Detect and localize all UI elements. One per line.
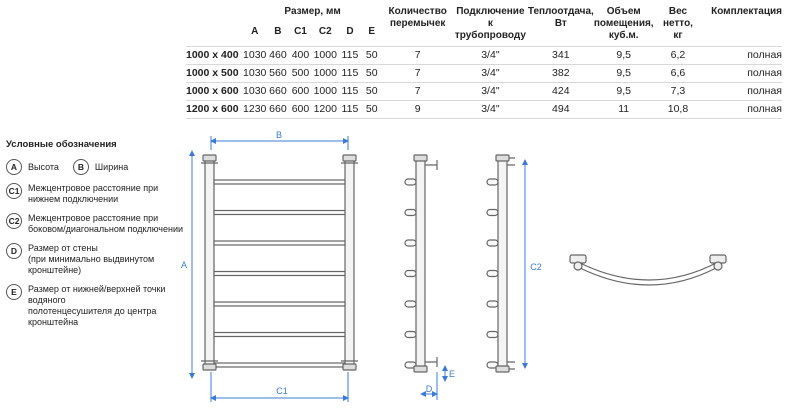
cell-completeness: полная xyxy=(702,64,782,82)
crossbar-end xyxy=(405,210,416,216)
legend-code-c2: C2 xyxy=(6,213,22,229)
cell-model: 1200 x 600 xyxy=(186,100,243,118)
cell-c1: 600 xyxy=(289,100,312,118)
legend-code-b: B xyxy=(73,159,89,175)
cell-connection: 3/4" xyxy=(453,64,528,82)
crossbar xyxy=(214,211,345,215)
cell-c1: 500 xyxy=(289,64,312,82)
legend-text-e: Размер от нижней/верхней точки водяного полотенцесушителя до центра кронштейна xyxy=(28,284,166,327)
cell-crossbars: 9 xyxy=(382,100,453,118)
cell-e: 50 xyxy=(361,82,382,100)
crossbar-end xyxy=(405,240,416,246)
crossbar xyxy=(214,363,345,367)
completeness-header: Комплектация xyxy=(711,6,782,17)
legend-text-b: Ширина xyxy=(94,161,129,172)
legend-text-d: Размер от стены (при минимально выдвинутом кронштейне) xyxy=(28,243,155,275)
crossbar-end xyxy=(487,301,498,307)
col-e-header: E xyxy=(368,25,376,37)
label-c2: C2 xyxy=(530,262,542,272)
label-b: B xyxy=(275,130,283,140)
cell-weight: 6,6 xyxy=(654,64,703,82)
cell-volume: 9,5 xyxy=(594,82,654,100)
label-d: D xyxy=(425,384,433,394)
cell-connection: 3/4" xyxy=(453,82,528,100)
cell-completeness: полная xyxy=(702,82,782,100)
cell-c2: 1200 xyxy=(312,100,339,118)
col-a-header: A xyxy=(251,25,259,37)
crossbar-end xyxy=(405,332,416,338)
cell-e: 50 xyxy=(361,64,382,82)
cell-crossbars: 7 xyxy=(382,82,453,100)
cell-a: 1030 xyxy=(243,64,267,82)
col-d-header: D xyxy=(346,25,354,37)
connection-header: Подключение к трубопроводу xyxy=(454,6,526,41)
crossbar xyxy=(214,272,345,276)
crossbar xyxy=(214,333,345,337)
weight-header: Вес нетто, кг xyxy=(662,6,693,41)
legend-code-c1: C1 xyxy=(6,183,22,199)
cell-b: 660 xyxy=(267,100,290,118)
cell-e: 50 xyxy=(361,100,382,118)
legend-text-c1: Межцентровое расстояние при нижнем подключении xyxy=(28,183,159,204)
crossbar-end xyxy=(487,332,498,338)
crossbars-header: Количество перемычек xyxy=(388,6,447,29)
front-dimensions xyxy=(192,136,348,402)
cell-e: 50 xyxy=(361,46,382,64)
side-view-bottom xyxy=(405,155,437,372)
side-view-lateral xyxy=(487,155,515,372)
crossbar-end xyxy=(487,210,498,216)
cell-c2: 1000 xyxy=(312,46,339,64)
legend-code-e: E xyxy=(6,284,22,300)
cell-heat: 424 xyxy=(528,82,594,100)
cell-heat: 382 xyxy=(528,64,594,82)
crossbar-end xyxy=(487,271,498,277)
cell-c2: 1000 xyxy=(312,64,339,82)
cell-d: 115 xyxy=(339,82,361,100)
legend-title: Условные обозначения xyxy=(6,139,117,150)
cell-model: 1000 x 500 xyxy=(186,64,243,82)
cell-volume: 11 xyxy=(594,100,654,118)
cell-b: 560 xyxy=(267,64,290,82)
cell-c2: 1000 xyxy=(312,82,339,100)
cell-b: 460 xyxy=(267,46,290,64)
label-a: A xyxy=(180,260,188,270)
crossbar-end xyxy=(405,271,416,277)
cell-model: 1000 x 400 xyxy=(186,46,243,64)
cell-volume: 9,5 xyxy=(594,46,654,64)
top-view xyxy=(570,255,726,285)
cell-model: 1000 x 600 xyxy=(186,82,243,100)
cell-volume: 9,5 xyxy=(594,64,654,82)
crossbar xyxy=(214,180,345,184)
cell-crossbars: 7 xyxy=(382,46,453,64)
crossbar-end xyxy=(405,179,416,185)
cell-crossbars: 7 xyxy=(382,64,453,82)
crossbar-end xyxy=(487,179,498,185)
heat-header: Теплоотдача, Вт xyxy=(527,6,594,29)
cell-d: 115 xyxy=(339,100,361,118)
cell-completeness: полная xyxy=(702,100,782,118)
crossbar-end xyxy=(487,240,498,246)
crossbar-end xyxy=(405,301,416,307)
cell-heat: 341 xyxy=(528,46,594,64)
cell-weight: 7,3 xyxy=(654,82,703,100)
cell-weight: 6,2 xyxy=(654,46,703,64)
legend-code-d: D xyxy=(6,243,22,259)
cell-heat: 494 xyxy=(528,100,594,118)
cell-c1: 600 xyxy=(289,82,312,100)
legend-code-a: A xyxy=(6,159,22,175)
legend-text-a: Высота xyxy=(28,161,59,172)
cell-d: 115 xyxy=(339,64,361,82)
cell-a: 1230 xyxy=(243,100,267,118)
crossbar xyxy=(214,302,345,306)
front-view xyxy=(201,155,358,370)
cell-d: 115 xyxy=(339,46,361,64)
crossbar xyxy=(214,241,345,245)
cell-c1: 400 xyxy=(289,46,312,64)
label-e: E xyxy=(448,369,456,379)
col-b-header: B xyxy=(274,25,282,37)
label-c1: C1 xyxy=(276,386,288,396)
cell-b: 660 xyxy=(267,82,290,100)
col-c1-header: C1 xyxy=(294,25,307,37)
cell-a: 1030 xyxy=(243,46,267,64)
cell-weight: 10,8 xyxy=(654,100,703,118)
room-volume-header: Объем помещения, куб.м. xyxy=(593,6,654,41)
size-header: Размер, мм xyxy=(284,6,341,17)
col-c2-header: C2 xyxy=(318,25,332,37)
cell-connection: 3/4" xyxy=(453,46,528,64)
cell-a: 1030 xyxy=(243,82,267,100)
cell-completeness: полная xyxy=(702,46,782,64)
cell-connection: 3/4" xyxy=(453,100,528,118)
legend-text-c2: Межцентровое расстояние при боковом/диагональном подключении xyxy=(28,213,184,234)
